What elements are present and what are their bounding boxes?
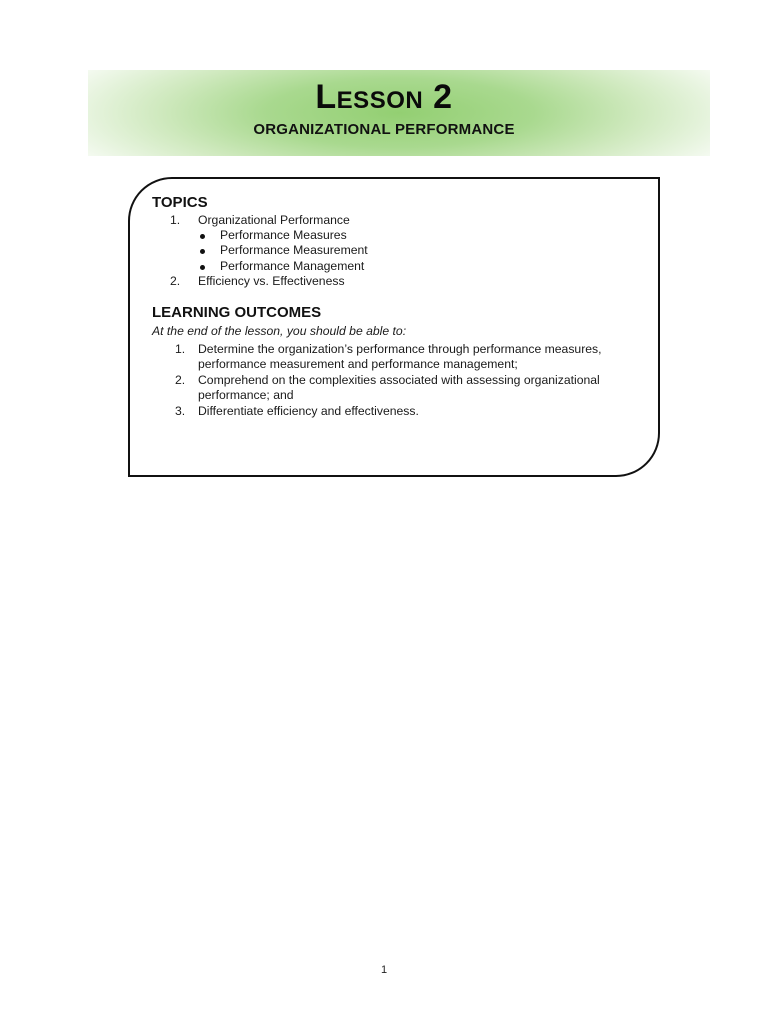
learning-outcomes-heading: LEARNING OUTCOMES — [152, 304, 322, 321]
topic-label: Efficiency vs. Effectiveness — [198, 274, 345, 288]
outcome-line: Differentiate efficiency and effectiveness. — [198, 404, 419, 418]
bullet-icon — [200, 249, 205, 254]
learning-outcomes-intro: At the end of the lesson, you should be able to: — [152, 324, 407, 338]
outcome-line: performance measurement and performance management; — [198, 357, 518, 371]
subtopic-label: Performance Measurement — [220, 243, 368, 257]
topic-number: 1. — [170, 213, 181, 227]
lesson-word: Lesson — [315, 78, 424, 116]
lesson-title — [0, 78, 768, 117]
subtopic-label: Performance Measures — [220, 228, 347, 242]
topic-number: 2. — [170, 274, 181, 288]
bullet-icon — [200, 265, 205, 270]
topic-label: Organizational Performance — [198, 213, 350, 227]
lesson-subtitle: ORGANIZATIONAL PERFORMANCE — [253, 121, 515, 138]
lesson-number: 2 — [433, 78, 453, 116]
outcome-number: 3. — [175, 404, 186, 418]
outcome-number: 1. — [175, 342, 186, 356]
bullet-icon — [200, 234, 205, 239]
outcome-line: Comprehend on the complexities associated with assessing organizational — [198, 373, 600, 387]
page-number: 1 — [380, 964, 388, 976]
subtopic-label: Performance Management — [220, 259, 365, 273]
outcome-line: Determine the organization’s performance through performance measures, — [198, 342, 602, 356]
outcome-line: performance; and — [198, 388, 294, 402]
outcome-number: 2. — [175, 373, 186, 387]
topics-heading: TOPICS — [152, 194, 208, 211]
